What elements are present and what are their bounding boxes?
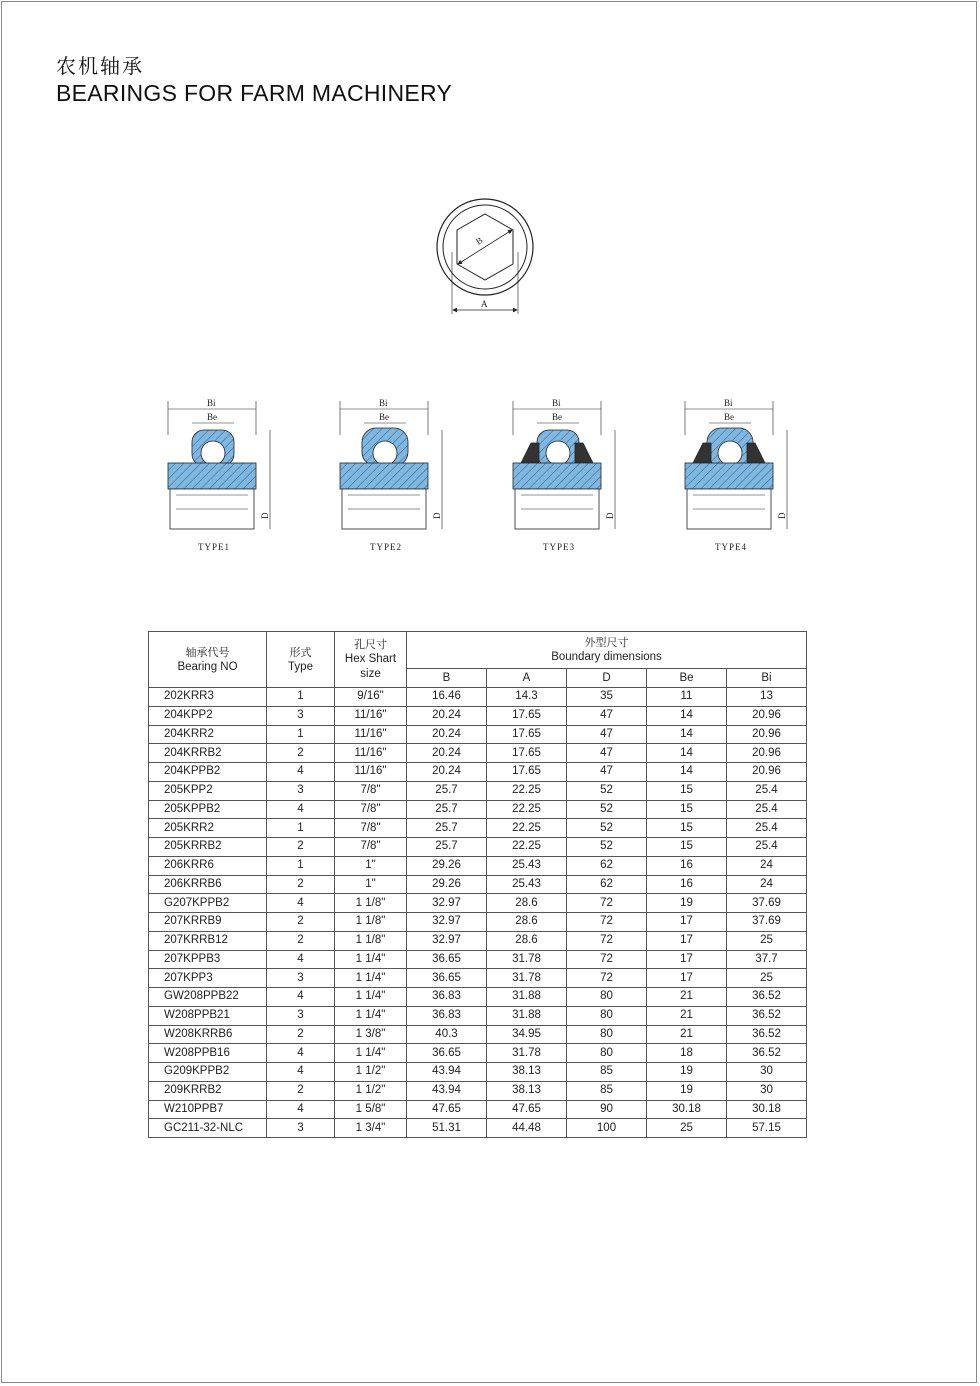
cell-d: 47 [567, 725, 647, 744]
cell-bearing-no: 207KRRB12 [149, 931, 267, 950]
cell-be: 19 [647, 894, 727, 913]
type2-diagram [340, 398, 442, 552]
cell-be: 15 [647, 838, 727, 857]
cell-bearing-no: W210PPB7 [149, 1100, 267, 1119]
cell-bearing-no: 204KRR2 [149, 725, 267, 744]
cell-bearing-no: 205KRR2 [149, 819, 267, 838]
table-row [149, 1119, 807, 1138]
cell-be: 14 [647, 706, 727, 725]
cell-be: 16 [647, 875, 727, 894]
type4-be-label: Be [724, 412, 734, 422]
cell-b: 32.97 [407, 931, 487, 950]
cell-bearing-no: W208PPB21 [149, 1006, 267, 1025]
cell-hex-size: 1 5/8" [335, 1100, 407, 1119]
cell-bi: 24 [727, 875, 807, 894]
cell-type: 2 [267, 875, 335, 894]
cell-a: 17.65 [487, 706, 567, 725]
cell-b: 36.65 [407, 969, 487, 988]
cell-d: 47 [567, 706, 647, 725]
cell-be: 17 [647, 913, 727, 932]
cell-b: 25.7 [407, 781, 487, 800]
cell-bearing-no: 204KRRB2 [149, 744, 267, 763]
cell-b: 51.31 [407, 1119, 487, 1138]
type4-label: TYPE4 [715, 542, 747, 552]
cell-a: 22.25 [487, 819, 567, 838]
cell-b: 25.7 [407, 838, 487, 857]
cell-type: 4 [267, 1063, 335, 1082]
cell-be: 19 [647, 1081, 727, 1100]
table-row [149, 781, 807, 800]
table-row [149, 894, 807, 913]
type1-label: TYPE1 [198, 542, 230, 552]
cell-bearing-no: W208PPB16 [149, 1044, 267, 1063]
table-row [149, 800, 807, 819]
table-row [149, 688, 807, 707]
spec-table-body [149, 688, 807, 1138]
spec-table [148, 631, 807, 1138]
cell-d: 52 [567, 838, 647, 857]
cell-type: 1 [267, 819, 335, 838]
cell-b: 20.24 [407, 763, 487, 782]
table-row [149, 950, 807, 969]
cell-be: 21 [647, 1006, 727, 1025]
table-row [149, 969, 807, 988]
cell-type: 2 [267, 744, 335, 763]
cell-hex-size: 7/8" [335, 781, 407, 800]
cell-b: 47.65 [407, 1100, 487, 1119]
cell-a: 22.25 [487, 781, 567, 800]
cell-bearing-no: 206KRRB6 [149, 875, 267, 894]
cell-hex-size: 1 1/4" [335, 1006, 407, 1025]
cell-bi: 25 [727, 969, 807, 988]
cell-bi: 30 [727, 1081, 807, 1100]
cell-be: 14 [647, 725, 727, 744]
cell-hex-size: 1" [335, 856, 407, 875]
cell-b: 20.24 [407, 725, 487, 744]
cell-hex-size: 1 1/2" [335, 1081, 407, 1100]
cell-a: 38.13 [487, 1081, 567, 1100]
cell-a: 17.65 [487, 744, 567, 763]
cell-bi: 20.96 [727, 744, 807, 763]
cell-b: 32.97 [407, 894, 487, 913]
cell-bearing-no: GC211-32-NLC [149, 1119, 267, 1138]
cell-be: 30.18 [647, 1100, 727, 1119]
cell-a: 22.25 [487, 838, 567, 857]
type3-bi-label: Bi [552, 398, 561, 408]
cell-bearing-no: 206KRR6 [149, 856, 267, 875]
cell-b: 32.97 [407, 913, 487, 932]
cell-b: 43.94 [407, 1063, 487, 1082]
cell-b: 36.65 [407, 950, 487, 969]
header-col-be: Be [647, 669, 727, 688]
cell-bi: 25.4 [727, 800, 807, 819]
cell-type: 4 [267, 894, 335, 913]
header-boundary-dimensions: 外型尺寸 Boundary dimensions [407, 632, 807, 669]
type3-d-label: D [605, 512, 615, 519]
cell-d: 47 [567, 744, 647, 763]
cell-b: 36.65 [407, 1044, 487, 1063]
table-row [149, 819, 807, 838]
cell-a: 31.78 [487, 1044, 567, 1063]
cell-a: 28.6 [487, 931, 567, 950]
cell-type: 2 [267, 913, 335, 932]
cell-hex-size: 11/16" [335, 725, 407, 744]
cell-be: 17 [647, 950, 727, 969]
cell-be: 17 [647, 969, 727, 988]
cell-type: 4 [267, 763, 335, 782]
cell-d: 85 [567, 1081, 647, 1100]
cell-b: 40.3 [407, 1025, 487, 1044]
cell-a: 38.13 [487, 1063, 567, 1082]
cell-type: 4 [267, 950, 335, 969]
cell-bearing-no: 202KRR3 [149, 688, 267, 707]
table-row [149, 988, 807, 1007]
type2-bi-label: Bi [379, 398, 388, 408]
cell-bearing-no: G207KPPB2 [149, 894, 267, 913]
cell-b: 43.94 [407, 1081, 487, 1100]
cell-be: 14 [647, 744, 727, 763]
cell-a: 17.65 [487, 725, 567, 744]
type4-bi-label: Bi [724, 398, 733, 408]
cell-hex-size: 11/16" [335, 744, 407, 763]
cell-d: 47 [567, 763, 647, 782]
cell-bearing-no: W208KRRB6 [149, 1025, 267, 1044]
cell-d: 35 [567, 688, 647, 707]
cell-d: 62 [567, 856, 647, 875]
spec-table-wrap [148, 631, 807, 1138]
cell-hex-size: 11/16" [335, 706, 407, 725]
table-row [149, 1025, 807, 1044]
type3-be-label: Be [552, 412, 562, 422]
cell-bearing-no: 205KPP2 [149, 781, 267, 800]
dimension-a-label: A [481, 299, 488, 309]
cell-type: 4 [267, 800, 335, 819]
cell-be: 15 [647, 781, 727, 800]
cell-hex-size: 11/16" [335, 763, 407, 782]
cell-a: 31.78 [487, 950, 567, 969]
header-bearing-no: 轴承代号 Bearing NO [149, 632, 267, 688]
cell-type: 1 [267, 725, 335, 744]
cell-hex-size: 1 1/4" [335, 1044, 407, 1063]
cell-d: 72 [567, 969, 647, 988]
cell-be: 18 [647, 1044, 727, 1063]
cell-d: 100 [567, 1119, 647, 1138]
cell-type: 4 [267, 1044, 335, 1063]
table-row [149, 1100, 807, 1119]
cell-be: 15 [647, 819, 727, 838]
cell-b: 16.46 [407, 688, 487, 707]
cell-be: 17 [647, 931, 727, 950]
cell-b: 25.7 [407, 819, 487, 838]
cell-hex-size: 1 1/4" [335, 988, 407, 1007]
cell-d: 85 [567, 1063, 647, 1082]
cell-type: 4 [267, 988, 335, 1007]
type1-bi-label: Bi [207, 398, 216, 408]
cell-hex-size: 1 1/2" [335, 1063, 407, 1082]
cell-type: 1 [267, 856, 335, 875]
cell-d: 72 [567, 931, 647, 950]
cell-b: 29.26 [407, 875, 487, 894]
cell-d: 80 [567, 1025, 647, 1044]
table-row [149, 1006, 807, 1025]
page-title-chinese: 农机轴承 [56, 54, 144, 78]
cell-type: 2 [267, 838, 335, 857]
cell-bi: 20.96 [727, 725, 807, 744]
cell-a: 31.78 [487, 969, 567, 988]
cell-d: 62 [567, 875, 647, 894]
cell-bearing-no: 207KRRB9 [149, 913, 267, 932]
cell-hex-size: 1 3/8" [335, 1025, 407, 1044]
cell-a: 14.3 [487, 688, 567, 707]
cell-a: 47.65 [487, 1100, 567, 1119]
cell-bi: 30.18 [727, 1100, 807, 1119]
cell-bi: 25.4 [727, 838, 807, 857]
table-row [149, 1063, 807, 1082]
cell-type: 2 [267, 1025, 335, 1044]
cell-a: 28.6 [487, 913, 567, 932]
cell-d: 52 [567, 800, 647, 819]
type3-diagram [513, 398, 615, 552]
cell-bi: 25.4 [727, 781, 807, 800]
cell-d: 80 [567, 1044, 647, 1063]
cell-be: 25 [647, 1119, 727, 1138]
table-row [149, 725, 807, 744]
header-hex-shaft-size: 孔尺寸 Hex Shart size [335, 632, 407, 688]
cell-bi: 36.52 [727, 1006, 807, 1025]
cell-a: 25.43 [487, 856, 567, 875]
header-col-bi: Bi [727, 669, 807, 688]
type4-d-label: D [777, 512, 787, 519]
cell-bi: 13 [727, 688, 807, 707]
type1-be-label: Be [207, 412, 217, 422]
cell-hex-size: 1 1/8" [335, 931, 407, 950]
type3-label: TYPE3 [543, 542, 575, 552]
cell-hex-size: 1 1/8" [335, 894, 407, 913]
cell-be: 16 [647, 856, 727, 875]
table-row [149, 931, 807, 950]
cell-d: 72 [567, 894, 647, 913]
cell-bi: 36.52 [727, 1044, 807, 1063]
cell-b: 20.24 [407, 744, 487, 763]
type1-diagram [168, 398, 270, 552]
cell-hex-size: 1" [335, 875, 407, 894]
cell-be: 21 [647, 1025, 727, 1044]
cell-bi: 37.69 [727, 894, 807, 913]
cell-d: 72 [567, 950, 647, 969]
table-row [149, 763, 807, 782]
type2-d-label: D [432, 512, 442, 519]
dimension-b-line [458, 230, 512, 264]
cell-hex-size: 7/8" [335, 819, 407, 838]
header-col-b: B [407, 669, 487, 688]
cell-b: 36.83 [407, 988, 487, 1007]
cell-hex-size: 7/8" [335, 800, 407, 819]
cell-type: 4 [267, 1100, 335, 1119]
cell-bi: 25.4 [727, 819, 807, 838]
cell-a: 17.65 [487, 763, 567, 782]
header-type: 形式 Type [267, 632, 335, 688]
cell-d: 80 [567, 1006, 647, 1025]
cell-be: 15 [647, 800, 727, 819]
cell-bearing-no: 207KPP3 [149, 969, 267, 988]
cell-bi: 24 [727, 856, 807, 875]
hex-bore-diagram [430, 192, 540, 317]
cell-bearing-no: 204KPPB2 [149, 763, 267, 782]
table-row [149, 1044, 807, 1063]
cell-d: 52 [567, 819, 647, 838]
cell-be: 14 [647, 763, 727, 782]
cell-d: 52 [567, 781, 647, 800]
cell-bi: 37.69 [727, 913, 807, 932]
cell-type: 3 [267, 781, 335, 800]
cell-hex-size: 1 1/4" [335, 950, 407, 969]
table-row [149, 1081, 807, 1100]
cell-type: 2 [267, 931, 335, 950]
type1-d-label: D [260, 512, 270, 519]
cell-bi: 37.7 [727, 950, 807, 969]
cell-bearing-no: 209KRRB2 [149, 1081, 267, 1100]
cell-bearing-no: 205KPPB2 [149, 800, 267, 819]
cell-b: 20.24 [407, 706, 487, 725]
cell-hex-size: 1 1/4" [335, 969, 407, 988]
dimension-b-label: B [474, 235, 485, 247]
cell-a: 34.95 [487, 1025, 567, 1044]
cell-type: 3 [267, 969, 335, 988]
type4-diagram [685, 398, 787, 552]
type2-be-label: Be [379, 412, 389, 422]
cell-bearing-no: 204KPP2 [149, 706, 267, 725]
table-row [149, 875, 807, 894]
cell-bi: 20.96 [727, 763, 807, 782]
table-row [149, 706, 807, 725]
cell-d: 90 [567, 1100, 647, 1119]
cell-type: 1 [267, 688, 335, 707]
cell-hex-size: 9/16" [335, 688, 407, 707]
cell-a: 28.6 [487, 894, 567, 913]
cell-be: 21 [647, 988, 727, 1007]
cell-b: 25.7 [407, 800, 487, 819]
cell-type: 3 [267, 1006, 335, 1025]
cell-bearing-no: 205KRRB2 [149, 838, 267, 857]
table-row [149, 856, 807, 875]
cell-a: 25.43 [487, 875, 567, 894]
cell-b: 29.26 [407, 856, 487, 875]
cell-d: 72 [567, 913, 647, 932]
cell-a: 31.88 [487, 1006, 567, 1025]
table-row [149, 913, 807, 932]
cell-a: 44.48 [487, 1119, 567, 1138]
cell-type: 2 [267, 1081, 335, 1100]
cell-hex-size: 7/8" [335, 838, 407, 857]
header-col-a: A [487, 669, 567, 688]
cell-b: 36.83 [407, 1006, 487, 1025]
cell-bearing-no: 207KPPB3 [149, 950, 267, 969]
cell-bi: 25 [727, 931, 807, 950]
cell-be: 11 [647, 688, 727, 707]
cell-hex-size: 1 1/8" [335, 913, 407, 932]
cell-a: 31.88 [487, 988, 567, 1007]
type-diagrams [150, 395, 810, 560]
cell-a: 22.25 [487, 800, 567, 819]
cell-bi: 57.15 [727, 1119, 807, 1138]
cell-bearing-no: G209KPPB2 [149, 1063, 267, 1082]
cell-be: 19 [647, 1063, 727, 1082]
cell-type: 3 [267, 1119, 335, 1138]
cell-hex-size: 1 3/4" [335, 1119, 407, 1138]
cell-bearing-no: GW208PPB22 [149, 988, 267, 1007]
header-col-d: D [567, 669, 647, 688]
cell-bi: 36.52 [727, 988, 807, 1007]
page-title-english: BEARINGS FOR FARM MACHINERY [56, 80, 453, 106]
cell-bi: 30 [727, 1063, 807, 1082]
table-row [149, 838, 807, 857]
table-row [149, 744, 807, 763]
cell-bi: 36.52 [727, 1025, 807, 1044]
type2-label: TYPE2 [370, 542, 402, 552]
cell-bi: 20.96 [727, 706, 807, 725]
cell-type: 3 [267, 706, 335, 725]
cell-d: 80 [567, 988, 647, 1007]
